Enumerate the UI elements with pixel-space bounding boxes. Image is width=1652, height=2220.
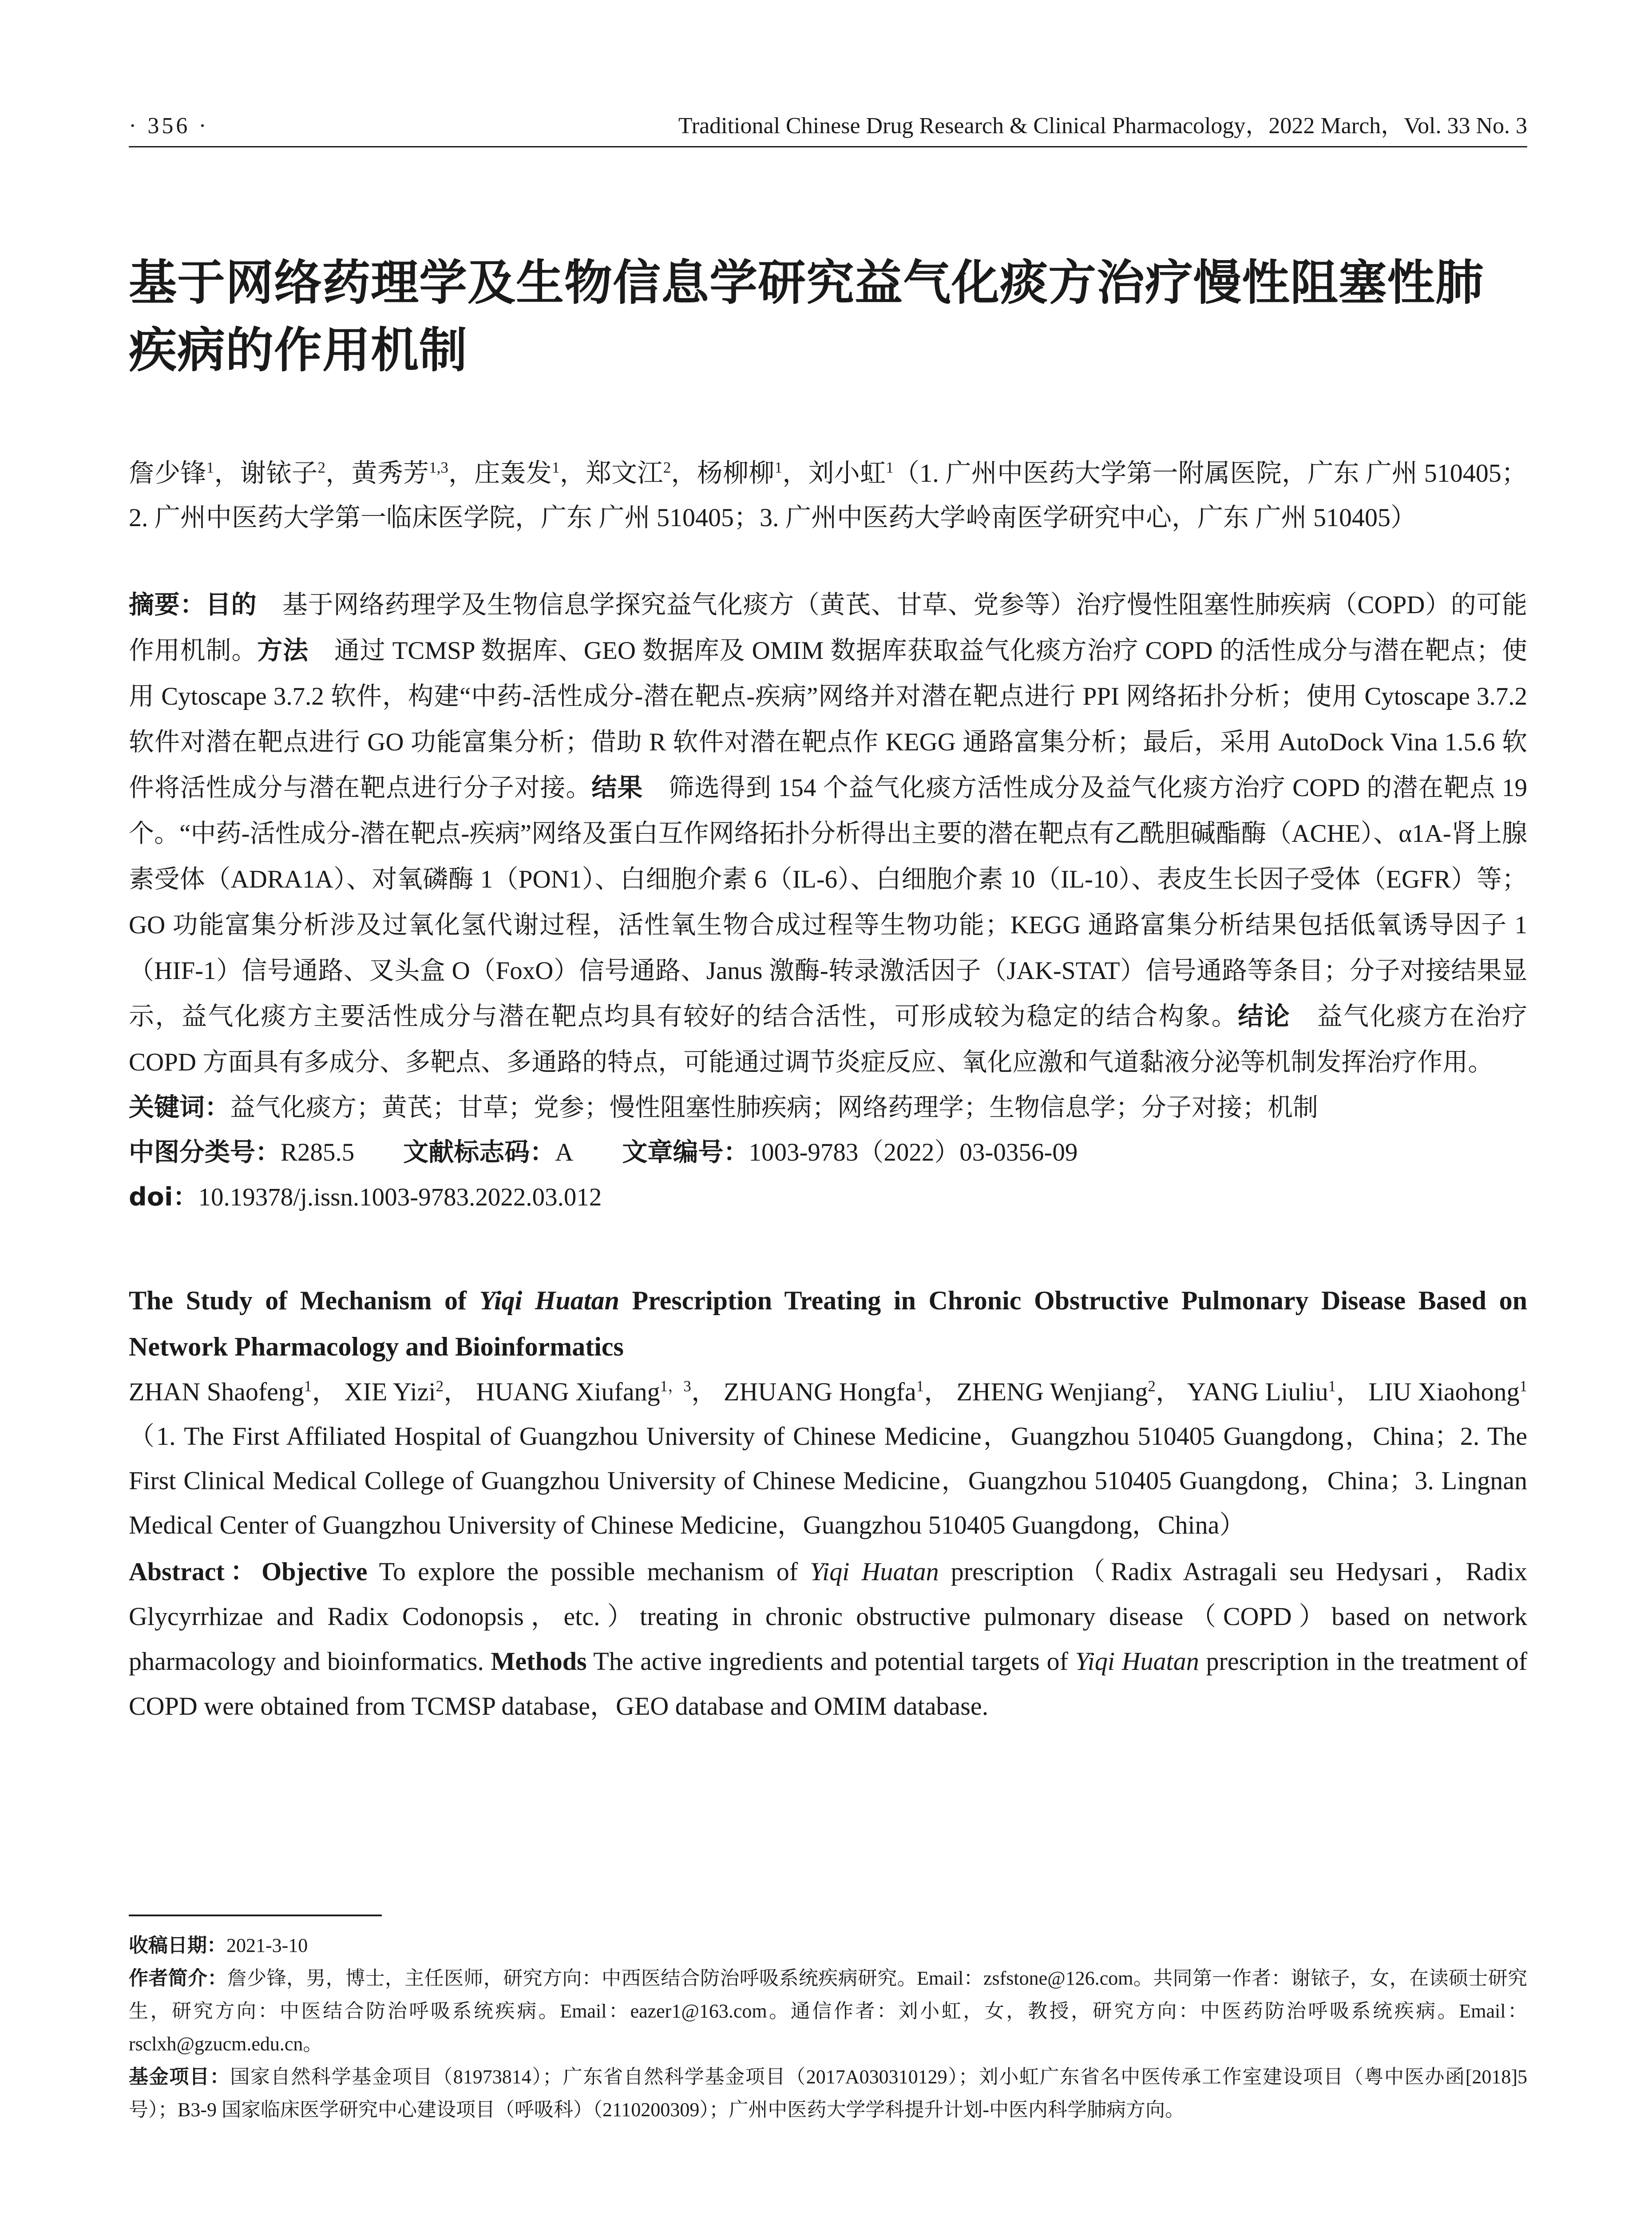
funding-label: 基金项目： [129,2065,230,2088]
author-affiliation-mark: 1 [206,459,214,476]
objective-en-italic: Yiqi Huatan [810,1557,939,1586]
author-name: LIU Xiaohong [1368,1377,1520,1406]
conclusion-text: 益气化痰方在治疗 COPD 方面具有多成分、多靶点、多通路的特点，可能通过调节炎症反应、氧化应激和气道黏液分泌等机制发挥治疗作用。 [129,1003,1528,1076]
author-affiliation-mark: 1 [916,1377,924,1395]
author-bio-text: 詹少锋，男，博士，主任医师，研究方向：中西医结合防治呼吸系统疾病研究。Email：zsfstone@126.com。共同第一作者：谢铱子，女，在读硕士研究生，研究方向：中医结合防治呼吸系统疾病。Email：eazer1@163.com。通信作者：刘小虹，女，教授，研究方向：中医药防治呼吸系统疾病。Email：rsclxh@gzucm.edu.cn。 [129,1967,1528,2055]
affiliations-chinese: （1. 广州中医药大学第一附属医院，广东 广州 510405；2. 广州中医药大学第一临床医学院，广东 广州 510405；3. 广州中医药大学岭南医学研究中心，广东 广州 510405） [129,459,1527,532]
clc-label: 中图分类号： [129,1138,281,1167]
affiliations-english: （1. The First Affiliated Hospital of Guangzhou University of Chinese Medicine，Guangzhou 510405 Guangdong，China；2. The First Clinical Medical College of Guangzhou University of Chinese Medicine，Guangzhou 510405 Guangdong，China；3. Lingnan Medical Center of Guangzhou University of Chinese Medicine，Guangzhou 510405 Guangdong，China） [129,1422,1527,1539]
keywords-line [129,1085,1527,1130]
journal-citation: Traditional Chinese Drug Research & Clinical Pharmacology，2022 March，Vol. 33 No. 3 [678,113,1527,139]
title-en-italic: Yiqi Huatan [479,1286,619,1315]
author-name: 庄轰发 [474,459,552,488]
title-en-part: Prescription Treating in Chronic Obstructive Pulmonary Disease Based on Network Pharmacology and Bioinformatics [129,1286,1527,1361]
methods-en-italic: Yiqi Huatan [1075,1647,1199,1676]
classification-line [129,1130,1527,1175]
methods-en-text: prescription in the treatment of COPD were obtained from TCMSP database，GEO database and OMIM database. [129,1647,1528,1720]
objective-label: 目的 [205,590,257,619]
author-name: ZHENG Wenjiang [956,1377,1148,1406]
author-affiliation-mark: 2 [663,459,671,476]
methods-en-text: The active ingredients and potential targets of [593,1647,1075,1676]
author-name: 刘小虹 [808,459,886,488]
doi-label: doi： [129,1182,198,1212]
author-name: ZHUANG Hongfa [724,1377,916,1406]
author-name: 郑文江 [586,459,663,488]
objective-text: 基于网络药理学及生物信息学探究益气化痰方（黄芪、甘草、党参等）治疗慢性阻塞性肺疾病（COPD）的可能作用机制。 [129,591,1528,665]
funding-text: 国家自然科学基金项目（81973814）；广东省自然科学基金项目（2017A030310129）；刘小虹广东省名中医传承工作室建设项目（粤中医办函[2018]5 号）；B3-9 国家临床医学研究中心建设项目（呼吸科）（2110200309）；广州中医药大学学科提升计划-中医内科学肺病方向。 [129,2066,1528,2121]
abstract-label: 摘要： [129,590,206,619]
clc-value: R285.5 [281,1138,355,1166]
author-name: 詹少锋 [129,459,206,488]
results-text: 筛选得到 154 个益气化痰方活性成分及益气化痰方治疗 COPD 的潜在靶点 19 个。“中药-活性成分-潜在靶点-疾病”网络及蛋白互作网络拓扑分析得出主要的潜在靶点有乙酰胆碱酯酶（ACHE）、α1A-肾上腺素受体（ADRA1A）、对氧磷酶 1（PON1）、白细胞介素 6（IL-6）、白细胞介素 10（IL-10）、表皮生长因子受体（EGFR）等；GO 功能富集分析涉及过氧化氢代谢过程，活性氧生物合成过程等生物功能；KEGG 通路富集分析结果包括低氧诱导因子 1（HIF-1）信号通路、叉头盒 O（FoxO）信号通路、Janus 激酶-转录激活因子（JAK-STAT）信号通路等条目；分子对接结果显示，益气化痰方主要活性成分与潜在靶点均具有较好的结合活性，可形成较为稳定的结合构象。 [129,774,1528,1031]
author-affiliation-mark: 2 [317,459,325,476]
article-title-english [129,1277,1527,1370]
received-label: 收稿日期： [129,1934,226,1957]
author-affiliation-mark: 1 [552,459,560,476]
author-affiliation-mark: 1,3 [429,459,448,476]
author-name: XIE Yizi [344,1377,436,1406]
keywords-text: 益气化痰方；黄芪；甘草；党参；慢性阻塞性肺疾病；网络药理学；生物信息学；分子对接；机制 [230,1094,1318,1122]
abstract-english [129,1549,1527,1728]
author-name: 杨柳柳 [697,459,775,488]
conclusion-label: 结论 [1238,1002,1291,1031]
author-name: 谢铱子 [240,459,318,488]
objective-en-label: Objective [261,1557,368,1586]
received-date: 2021-3-10 [226,1935,308,1956]
author-affiliation-mark: 1 [1328,1377,1336,1395]
author-name: 黄秀芳 [351,459,429,488]
author-affiliation-mark: 2 [436,1377,444,1395]
received-date-note [129,1929,1527,1962]
abstract-chinese [129,582,1527,1085]
objective-en-text: To explore the possible mechanism of [379,1557,810,1586]
footnote-divider [129,1915,382,1916]
article-title-chinese: 基于网络药理学及生物信息学研究益气化痰方治疗慢性阻塞性肺疾病的作用机制 [129,255,1484,378]
results-label: 结果 [591,773,643,802]
document-code-label: 文献标志码： [403,1138,555,1167]
page-number: · 356 · [129,113,209,139]
keywords-label: 关键词： [129,1093,230,1122]
objective-en-text: prescription（Radix Astragali seu Hedysari，Radix Glycyrrhizae and Radix Codonopsis，etc.）treating in chronic obstructive pulmonary disease（COPD）based on network pharmacology and bioinformatics. [129,1557,1527,1676]
article-number-value: 1003-9783（2022）03-0356-09 [749,1138,1078,1166]
author-bio-label: 作者简介： [129,1967,227,1990]
article-page [129,107,1527,1728]
methods-label: 方法 [257,636,309,665]
doi-line [129,1175,1527,1220]
author-name: YANG Liuliu [1187,1377,1328,1406]
author-name: HUANG Xiufang [476,1377,660,1406]
abstract-en-label: Abstract： [129,1557,262,1586]
doi-value: 10.19378/j.issn.1003-9783.2022.03.012 [198,1183,602,1211]
author-name: ZHAN Shaofeng [129,1377,304,1406]
running-header [129,107,1527,147]
author-block-chinese: 詹少锋$^1$，谢铱子$^2$，黄秀芳$^{1,3}$，庄轰发$^1$，郑文江$^2$，杨柳柳$^1$，刘小虹$^1$（1. 广州中医药大学第一附属医院，广东 广州 510405；2. 广州中医药大学第一临床医学院，广东 广州 510405；3. 广州中医药大学岭南医学研究中心，广东 广州 510405） [129,459,1527,532]
author-affiliation-mark: 1 [886,459,894,476]
author-affiliation-mark: 2 [1148,1377,1156,1395]
footnotes [129,1929,1527,2126]
document-code-value: A [555,1138,574,1166]
author-block-english: ZHAN Shaofeng$^1$， XIE Yizi$^2$， HUANG Xiufang$^{1,3}$， ZHUANG Hongfa$^1$， ZHENG Wenjiang$^2$， YANG Liuliu$^1$， LIU Xiaohong$^1$（1. The First Affiliated Hospital of Guangzhou University of Chinese Medicine，Guangzhou 510405 Guangdong，China；2. The First Clinical Medical College of Guangzhou University of Chinese Medicine，Guangzhou 510405 Guangdong，China；3. Lingnan Medical Center of Guangzhou University of Chinese Medicine，Guangzhou 510405 Guangdong，China） [129,1377,1527,1539]
methods-text: 通过 TCMSP 数据库、GEO 数据库及 OMIM 数据库获取益气化痰方治疗 COPD 的活性成分与潜在靶点；使用 Cytoscape 3.7.2 软件，构建“中药-活性成分-潜在靶点-疾病”网络并对潜在靶点进行 PPI 网络拓扑分析；使用 Cytoscape 3.7.2 软件对潜在靶点进行 GO 功能富集分析；借助 R 软件对潜在靶点作 KEGG 通路富集分析；最后，采用 AutoDock Vina 1.5.6 软件将活性成分与潜在靶点进行分子对接。 [129,637,1527,802]
author-affiliation-mark: 1 [304,1377,312,1395]
author-affiliation-mark: 1 [774,459,782,476]
author-affiliation-mark: 1，3 [660,1377,691,1395]
author-bio-note [129,1962,1527,2061]
author-affiliation-mark: 1 [1519,1377,1527,1395]
article-number-label: 文章编号： [622,1138,749,1167]
methods-en-label: Methods [491,1647,587,1676]
title-en-part: The Study of Mechanism of [129,1286,479,1315]
funding-note [129,2061,1527,2126]
